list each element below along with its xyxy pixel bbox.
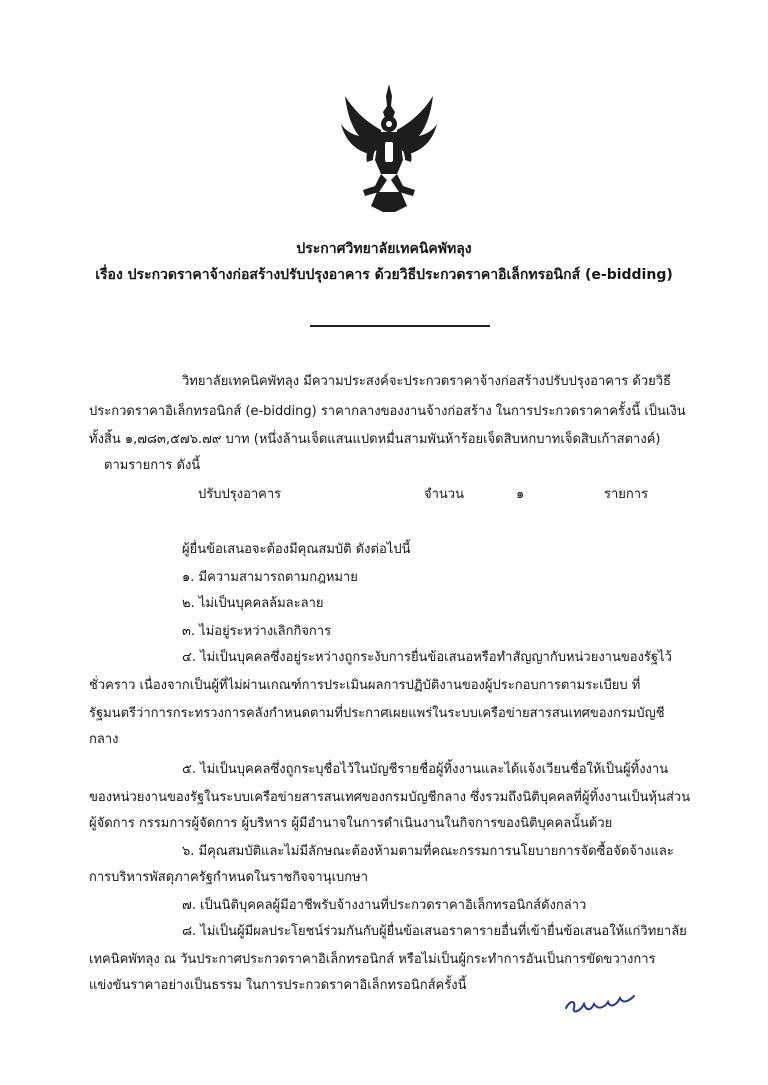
qualifications-heading: ผู้ยื่นข้อเสนอจะต้องมีคุณสมบัติ ดังต่อไปนี้ [182, 542, 411, 557]
subject-line: เรื่อง ประกวดราคาจ้างก่อสร้างปรับปรุงอาคาร ด้วยวิธีประกวดราคาอิเล็กทรอนิกส์ (e-bidding) [95, 267, 673, 283]
title-divider [310, 325, 490, 327]
garuda-emblem-icon [337, 82, 441, 214]
intro-line-4: ตามรายการ ดังนี้ [104, 458, 201, 473]
signature-icon [560, 990, 640, 1018]
qualification-4-line-1: ๔. ไม่เป็นบุคคลซึ่งอยู่ระหว่างถูกระงับการยื่นข้อเสนอหรือทำสัญญากับหน่วยงานของรัฐไว้ [182, 650, 672, 665]
qualification-8-line-3: แข่งขันราคาอย่างเป็นธรรม ในการประกวดราคาอิเล็กทรอนิกส์ครั้งนี้ [89, 978, 467, 993]
item-qty: ๑ [516, 487, 525, 502]
qualification-5-line-3: ผู้จัดการ กรรมการผู้จัดการ ผู้บริหาร ผู้มีอำนาจในการดำเนินงานในกิจการของนิติบุคคลนั้นด้วย [89, 816, 613, 831]
intro-line-1: วิทยาลัยเทคนิคพัทลุง มีความประสงค์จะประกวดราคาจ้างก่อสร้างปรับปรุงอาคาร ด้วยวิธี [182, 374, 671, 389]
qualification-6-line-1: ๖. มีคุณสมบัติและไม่มีลักษณะต้องห้ามตามที่คณะกรรมการนโยบายการจัดซื้อจัดจ้างและ [182, 844, 674, 859]
item-unit: รายการ [604, 487, 649, 502]
qualification-6-line-2: การบริหารพัสดุภาครัฐกำหนดในราชกิจจานุเบกษา [89, 870, 369, 885]
intro-line-2: ประกวดราคาอิเล็กทรอนิกส์ (e-bidding) ราคากลางของงานจ้างก่อสร้าง ในการประกวดราคาครั้งนี้ เป็นเงิน [89, 404, 686, 419]
qualification-4-line-2: ชั่วคราว เนื่องจากเป็นผู้ที่ไม่ผ่านเกณฑ์การประเมินผลการปฏิบัติงานของผู้ประกอบการตามระเบียบ ที่ [89, 678, 641, 693]
item-name: ปรับปรุงอาคาร [198, 487, 282, 502]
intro-line-3: ทั้งสิ้น ๑,๗๘๓,๕๗๖.๗๙ บาท (หนึ่งล้านเจ็ดแสนแปดหมื่นสามพันห้าร้อยเจ็ดสิบหกบาทเจ็ดสิบเก้าสตางค์) [89, 432, 661, 447]
qualification-1: ๑. มีความสามารถตามกฎหมาย [182, 570, 358, 585]
qualification-5-line-1: ๕. ไม่เป็นบุคคลซึ่งถูกระบุชื่อไว้ในบัญชีรายชื่อผู้ทิ้งงานและได้แจ้งเวียนชื่อให้เป็นผู้ทิ้งงาน [182, 762, 669, 777]
qualification-4-line-3: รัฐมนตรีว่าการกระทรวงการคลังกำหนดตามที่ประกาศเผยแพร่ในระบบเครือข่ายสารสนเทศของกรมบัญชี [89, 706, 665, 721]
qualification-5-line-2: ของหน่วยงานของรัฐในระบบเครือข่ายสารสนเทศของกรมบัญชีกลาง ซึ่งรวมถึงนิติบุคคลที่ผู้ทิ้งงานเป็นหุ้นส่วน [89, 790, 691, 805]
qualification-2: ๒. ไม่เป็นบุคคลล้มละลาย [182, 596, 324, 611]
qualification-4-line-4: กลาง [89, 732, 119, 747]
item-qty-label: จำนวน [424, 487, 464, 502]
qualification-3: ๓. ไม่อยู่ระหว่างเลิกกิจการ [182, 624, 332, 639]
qualification-8-line-1: ๘. ไม่เป็นผู้มีผลประโยชน์ร่วมกันกับผู้ยื่นข้อเสนอราคารายอื่นที่เข้ายื่นข้อเสนอให้แก่วิทยาลัย [182, 924, 687, 939]
qualification-7: ๗. เป็นนิติบุคคลผู้มีอาชีพรับจ้างงานที่ประกวดราคาอิเล็กทรอนิกส์ดังกล่าว [182, 898, 587, 913]
announcement-title: ประกาศวิทยาลัยเทคนิคพัทลุง [296, 241, 472, 257]
qualification-8-line-2: เทคนิคพัทลุง ณ วันประกาศประกวดราคาอิเล็กทรอนิกส์ หรือไม่เป็นผู้กระทำการอันเป็นการขัดขวางการ [89, 952, 656, 967]
